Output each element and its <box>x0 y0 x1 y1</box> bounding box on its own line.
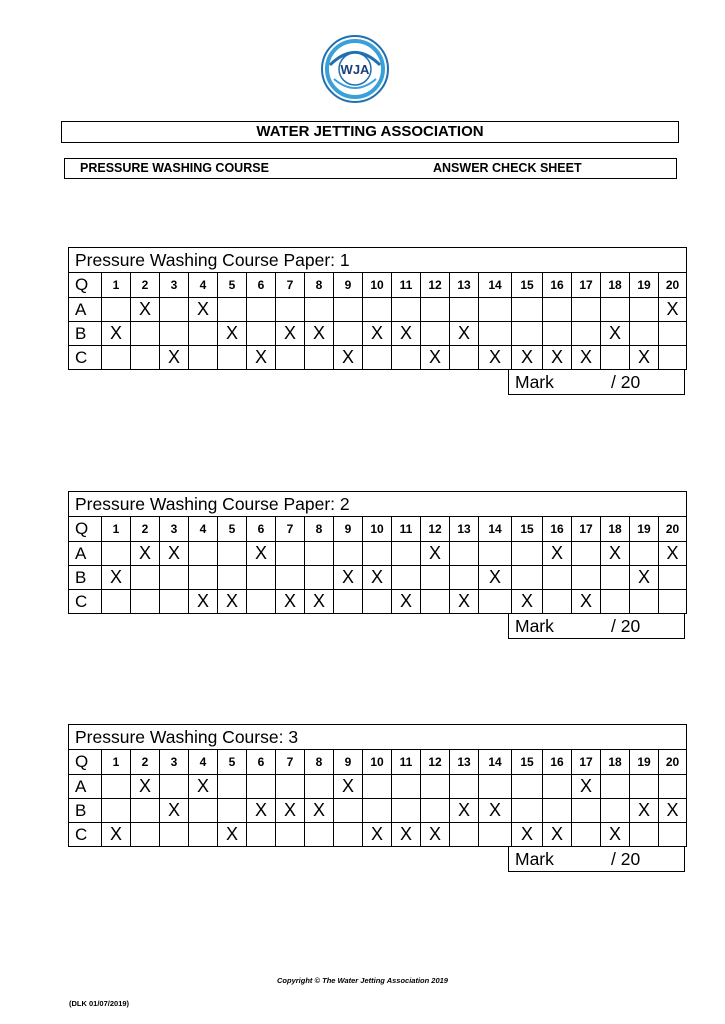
mark-total: / 20 <box>611 616 641 636</box>
mark-label: Mark <box>515 372 554 392</box>
answer-cell <box>102 590 131 614</box>
answer-cell: X <box>543 823 572 847</box>
question-number: 5 <box>218 517 247 542</box>
answer-cell <box>512 322 543 346</box>
answer-cell: X <box>450 799 479 823</box>
answer-cell <box>334 298 363 322</box>
question-number-row <box>69 750 687 775</box>
answer-row-a <box>69 298 687 322</box>
question-number: 13 <box>450 750 479 775</box>
answer-cell: X <box>102 322 131 346</box>
answer-cell: X <box>479 799 512 823</box>
answer-table <box>68 724 687 847</box>
answer-cell: X <box>421 346 450 370</box>
answer-row-c <box>69 590 687 614</box>
mark-total: / 20 <box>611 372 641 392</box>
question-number: 11 <box>392 517 421 542</box>
answer-cell: X <box>392 590 421 614</box>
question-number: 13 <box>450 517 479 542</box>
question-number: 15 <box>512 750 543 775</box>
answer-cell <box>189 823 218 847</box>
answer-option-label: A <box>69 775 102 799</box>
mark-label: Mark <box>515 616 554 636</box>
answer-cell: X <box>479 566 512 590</box>
answer-cell: X <box>276 322 305 346</box>
question-number: 9 <box>334 517 363 542</box>
answer-cell <box>160 298 189 322</box>
answer-cell <box>630 298 659 322</box>
answer-cell <box>189 566 218 590</box>
answer-cell <box>160 566 189 590</box>
answer-cell <box>189 322 218 346</box>
answer-cell <box>363 542 392 566</box>
answer-cell: X <box>131 542 160 566</box>
wja-logo-icon <box>320 35 390 103</box>
answer-cell <box>572 322 601 346</box>
answer-cell <box>160 823 189 847</box>
answer-cell <box>392 775 421 799</box>
answer-cell: X <box>392 823 421 847</box>
answer-cell <box>659 566 687 590</box>
answer-cell <box>450 775 479 799</box>
answer-cell <box>363 775 392 799</box>
answer-cell: X <box>450 590 479 614</box>
answer-cell: X <box>189 590 218 614</box>
answer-cell: X <box>601 322 630 346</box>
question-number: 19 <box>630 750 659 775</box>
answer-cell: X <box>659 298 687 322</box>
answer-cell <box>543 298 572 322</box>
answer-row-a <box>69 542 687 566</box>
answer-cell: X <box>218 590 247 614</box>
answer-cell <box>102 542 131 566</box>
question-number: 7 <box>276 517 305 542</box>
answer-cell <box>450 298 479 322</box>
answer-cell <box>131 799 160 823</box>
question-label: Q <box>69 273 102 298</box>
paper-title: Pressure Washing Course: 3 <box>69 725 687 750</box>
question-number: 6 <box>247 517 276 542</box>
answer-cell <box>543 590 572 614</box>
answer-cell <box>630 590 659 614</box>
answer-cell <box>512 799 543 823</box>
question-number-row <box>69 273 687 298</box>
question-number: 13 <box>450 273 479 298</box>
question-number: 1 <box>102 273 131 298</box>
question-number: 10 <box>363 273 392 298</box>
answer-cell <box>363 346 392 370</box>
answer-cell <box>392 542 421 566</box>
answer-cell <box>363 590 392 614</box>
answer-cell: X <box>543 542 572 566</box>
page-title: WATER JETTING ASSOCIATION <box>61 121 679 143</box>
answer-cell <box>189 542 218 566</box>
answer-cell: X <box>305 322 334 346</box>
answer-cell <box>334 799 363 823</box>
answer-cell: X <box>218 823 247 847</box>
question-number: 6 <box>247 273 276 298</box>
answer-cell: X <box>659 542 687 566</box>
answer-cell <box>421 298 450 322</box>
answer-cell: X <box>450 322 479 346</box>
answer-cell <box>421 590 450 614</box>
answer-cell <box>450 823 479 847</box>
answer-cell <box>512 542 543 566</box>
answer-cell <box>601 346 630 370</box>
answer-cell: X <box>543 346 572 370</box>
answer-cell <box>601 590 630 614</box>
question-number-row <box>69 517 687 542</box>
answer-cell: X <box>630 566 659 590</box>
answer-cell <box>392 346 421 370</box>
answer-sheet-paper-2 <box>68 491 685 639</box>
answer-cell <box>630 322 659 346</box>
answer-option-label: A <box>69 542 102 566</box>
answer-cell <box>479 775 512 799</box>
answer-cell <box>659 775 687 799</box>
question-number: 17 <box>572 517 601 542</box>
answer-cell <box>276 298 305 322</box>
question-number: 11 <box>392 273 421 298</box>
answer-cell: X <box>276 799 305 823</box>
answer-cell <box>572 799 601 823</box>
answer-option-label: C <box>69 346 102 370</box>
answer-cell: X <box>334 346 363 370</box>
answer-cell: X <box>247 542 276 566</box>
question-number: 14 <box>479 273 512 298</box>
course-banner <box>64 158 677 179</box>
question-number: 17 <box>572 273 601 298</box>
document-reference: (DLK 01/07/2019) <box>69 999 130 1008</box>
question-number: 10 <box>363 517 392 542</box>
answer-cell <box>601 775 630 799</box>
answer-cell <box>102 346 131 370</box>
question-number: 17 <box>572 750 601 775</box>
answer-cell <box>479 823 512 847</box>
answer-cell: X <box>421 542 450 566</box>
question-number: 8 <box>305 750 334 775</box>
answer-cell <box>247 590 276 614</box>
answer-cell <box>512 775 543 799</box>
mark-total: / 20 <box>611 849 641 869</box>
answer-cell: X <box>601 542 630 566</box>
answer-cell <box>512 298 543 322</box>
answer-cell: X <box>131 775 160 799</box>
question-number: 3 <box>160 750 189 775</box>
answer-cell: X <box>512 346 543 370</box>
answer-cell: X <box>189 775 218 799</box>
answer-row-b <box>69 799 687 823</box>
question-number: 4 <box>189 273 218 298</box>
answer-cell <box>276 346 305 370</box>
answer-cell: X <box>160 346 189 370</box>
question-number: 9 <box>334 273 363 298</box>
mark-label: Mark <box>515 849 554 869</box>
answer-cell: X <box>572 775 601 799</box>
question-number: 5 <box>218 273 247 298</box>
answer-cell <box>479 542 512 566</box>
answer-cell <box>572 823 601 847</box>
answer-cell <box>659 346 687 370</box>
answer-cell <box>601 799 630 823</box>
answer-cell <box>247 775 276 799</box>
paper-title: Pressure Washing Course Paper: 1 <box>69 248 687 273</box>
answer-cell <box>543 799 572 823</box>
answer-cell: X <box>572 346 601 370</box>
question-number: 7 <box>276 750 305 775</box>
answer-cell <box>276 566 305 590</box>
question-number: 18 <box>601 273 630 298</box>
answer-cell: X <box>363 322 392 346</box>
answer-option-label: C <box>69 823 102 847</box>
answer-cell <box>512 566 543 590</box>
question-number: 19 <box>630 273 659 298</box>
answer-cell: X <box>160 799 189 823</box>
answer-row-a <box>69 775 687 799</box>
question-number: 15 <box>512 273 543 298</box>
answer-cell <box>160 775 189 799</box>
answer-option-label: B <box>69 799 102 823</box>
answer-cell <box>479 322 512 346</box>
answer-cell <box>659 590 687 614</box>
question-number: 10 <box>363 750 392 775</box>
question-number: 12 <box>421 750 450 775</box>
answer-cell <box>334 590 363 614</box>
answer-cell: X <box>363 566 392 590</box>
answer-cell <box>305 823 334 847</box>
question-number: 20 <box>659 750 687 775</box>
answer-cell: X <box>189 298 218 322</box>
answer-cell <box>363 799 392 823</box>
answer-cell <box>630 823 659 847</box>
answer-cell <box>450 346 479 370</box>
answer-cell <box>131 823 160 847</box>
answer-cell <box>334 542 363 566</box>
question-label: Q <box>69 517 102 542</box>
answer-cell <box>218 346 247 370</box>
answer-cell: X <box>363 823 392 847</box>
answer-row-b <box>69 322 687 346</box>
answer-cell <box>392 799 421 823</box>
question-number: 12 <box>421 517 450 542</box>
answer-cell <box>659 322 687 346</box>
answer-cell <box>131 566 160 590</box>
answer-table <box>68 247 687 370</box>
answer-cell <box>247 823 276 847</box>
answer-cell <box>247 322 276 346</box>
question-number: 14 <box>479 750 512 775</box>
answer-row-b <box>69 566 687 590</box>
answer-table <box>68 491 687 614</box>
answer-option-label: C <box>69 590 102 614</box>
answer-cell <box>218 542 247 566</box>
question-number: 1 <box>102 750 131 775</box>
answer-cell <box>218 298 247 322</box>
question-number: 15 <box>512 517 543 542</box>
answer-cell <box>572 542 601 566</box>
answer-cell: X <box>334 566 363 590</box>
question-number: 11 <box>392 750 421 775</box>
question-number: 18 <box>601 750 630 775</box>
question-number: 12 <box>421 273 450 298</box>
copyright-notice: Copyright © The Water Jetting Association 2019 <box>277 976 448 985</box>
answer-cell <box>131 322 160 346</box>
answer-row-c <box>69 346 687 370</box>
answer-sheet-paper-3 <box>68 724 685 872</box>
question-number: 16 <box>543 750 572 775</box>
mark-box <box>508 847 685 872</box>
question-number: 20 <box>659 517 687 542</box>
answer-cell <box>160 590 189 614</box>
answer-cell <box>102 775 131 799</box>
answer-cell <box>131 346 160 370</box>
answer-option-label: B <box>69 566 102 590</box>
sheet-name: ANSWER CHECK SHEET <box>433 161 582 175</box>
answer-cell <box>479 590 512 614</box>
answer-cell <box>601 566 630 590</box>
answer-cell <box>160 322 189 346</box>
answer-cell: X <box>102 566 131 590</box>
question-number: 14 <box>479 517 512 542</box>
answer-cell <box>305 566 334 590</box>
answer-cell <box>543 566 572 590</box>
mark-box <box>508 614 685 639</box>
answer-cell <box>479 298 512 322</box>
question-number: 1 <box>102 517 131 542</box>
answer-cell <box>363 298 392 322</box>
answer-cell <box>276 775 305 799</box>
answer-cell: X <box>630 346 659 370</box>
answer-cell <box>218 566 247 590</box>
mark-box <box>508 370 685 395</box>
question-number: 2 <box>131 750 160 775</box>
question-number: 6 <box>247 750 276 775</box>
answer-cell <box>247 298 276 322</box>
answer-cell <box>450 542 479 566</box>
answer-cell: X <box>334 775 363 799</box>
question-number: 18 <box>601 517 630 542</box>
answer-cell <box>421 799 450 823</box>
answer-cell <box>189 346 218 370</box>
question-number: 7 <box>276 273 305 298</box>
answer-cell: X <box>305 590 334 614</box>
answer-cell <box>543 775 572 799</box>
answer-cell: X <box>247 346 276 370</box>
question-number: 16 <box>543 273 572 298</box>
answer-cell <box>392 298 421 322</box>
answer-sheet-paper-1 <box>68 247 685 395</box>
answer-cell: X <box>160 542 189 566</box>
answer-cell <box>630 775 659 799</box>
answer-cell: X <box>392 322 421 346</box>
question-number: 16 <box>543 517 572 542</box>
question-number: 3 <box>160 273 189 298</box>
answer-cell <box>218 775 247 799</box>
answer-cell: X <box>479 346 512 370</box>
answer-cell <box>392 566 421 590</box>
answer-cell: X <box>630 799 659 823</box>
answer-cell <box>102 799 131 823</box>
answer-row-c <box>69 823 687 847</box>
answer-cell <box>305 775 334 799</box>
answer-cell <box>131 590 160 614</box>
answer-cell <box>421 566 450 590</box>
answer-cell: X <box>421 823 450 847</box>
answer-cell <box>218 799 247 823</box>
answer-option-label: A <box>69 298 102 322</box>
answer-cell: X <box>512 823 543 847</box>
answer-cell <box>102 298 131 322</box>
course-name: PRESSURE WASHING COURSE <box>80 161 269 175</box>
answer-cell <box>334 322 363 346</box>
question-number: 8 <box>305 273 334 298</box>
question-number: 2 <box>131 517 160 542</box>
answer-cell <box>247 566 276 590</box>
answer-cell <box>572 298 601 322</box>
answer-cell <box>334 823 363 847</box>
wja-logo <box>320 35 390 103</box>
answer-cell: X <box>659 799 687 823</box>
question-number: 4 <box>189 517 218 542</box>
question-number: 3 <box>160 517 189 542</box>
answer-cell <box>421 322 450 346</box>
question-number: 20 <box>659 273 687 298</box>
question-number: 4 <box>189 750 218 775</box>
answer-cell: X <box>305 799 334 823</box>
answer-cell: X <box>218 322 247 346</box>
answer-cell <box>630 542 659 566</box>
answer-cell <box>543 322 572 346</box>
answer-cell <box>305 542 334 566</box>
answer-cell: X <box>512 590 543 614</box>
question-number: 19 <box>630 517 659 542</box>
question-number: 9 <box>334 750 363 775</box>
answer-cell <box>189 799 218 823</box>
answer-cell <box>421 775 450 799</box>
answer-cell <box>305 346 334 370</box>
answer-cell <box>659 823 687 847</box>
answer-cell <box>276 542 305 566</box>
question-number: 2 <box>131 273 160 298</box>
answer-option-label: B <box>69 322 102 346</box>
logo-text: WJA <box>340 62 370 77</box>
answer-cell <box>276 823 305 847</box>
paper-title: Pressure Washing Course Paper: 2 <box>69 492 687 517</box>
answer-cell: X <box>131 298 160 322</box>
question-number: 5 <box>218 750 247 775</box>
answer-cell <box>601 298 630 322</box>
answer-cell <box>450 566 479 590</box>
answer-cell: X <box>276 590 305 614</box>
answer-cell: X <box>102 823 131 847</box>
question-number: 8 <box>305 517 334 542</box>
answer-cell: X <box>601 823 630 847</box>
answer-cell <box>572 566 601 590</box>
question-label: Q <box>69 750 102 775</box>
answer-cell: X <box>572 590 601 614</box>
answer-cell: X <box>247 799 276 823</box>
answer-cell <box>305 298 334 322</box>
